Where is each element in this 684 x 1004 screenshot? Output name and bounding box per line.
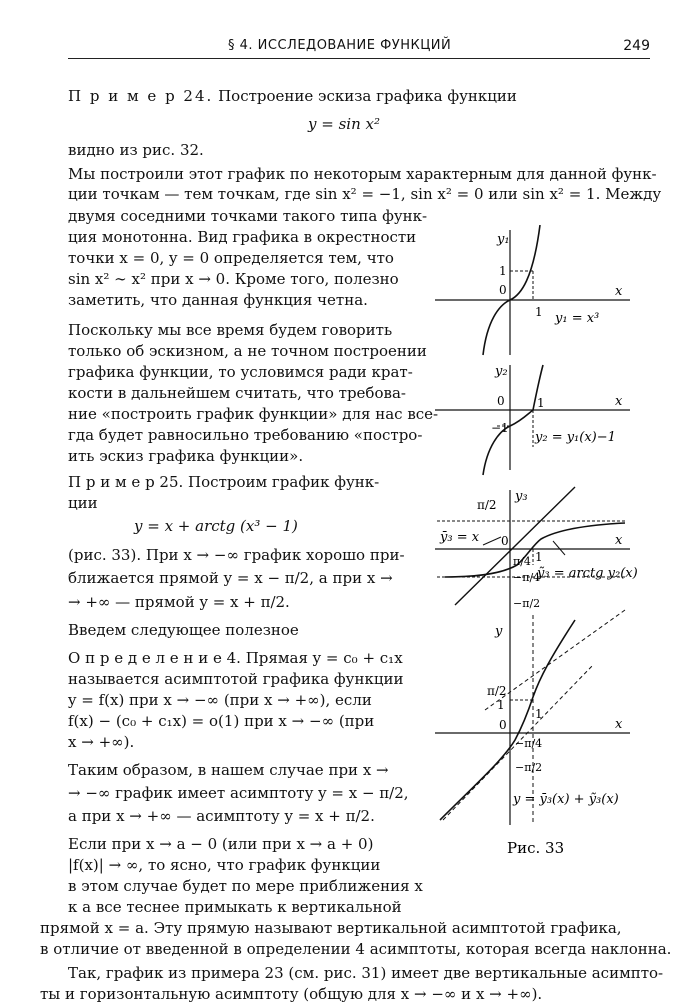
panel3-y-label: y₃ [515, 489, 528, 504]
definition-4-line: x → +∞). [68, 733, 135, 751]
panel2-minus-one: −1 [491, 421, 509, 435]
para1-line: ции точкам — тем точкам, где sin x² = −1, sin x² = 0 или sin x² = 1. Между [68, 185, 662, 203]
panel-2 [435, 364, 630, 475]
para2-line: ить эскиз графика функции». [68, 447, 304, 465]
definition-4-line: О п р е д е л е н и е 4. Прямая y = c₀ + c₁x [68, 649, 403, 667]
panel4-one-y: 1 [497, 698, 505, 712]
panel2-curve [483, 365, 543, 475]
figure-33 [425, 225, 670, 865]
panel3-one-x: 1 [535, 550, 543, 564]
para5-line: Так, график из примера 23 (см. рис. 31) имеет две вертикальные асимпто- [68, 964, 664, 982]
example-24-heading [68, 86, 517, 106]
definition-4-line: называется асимптотой графика функции [68, 670, 404, 688]
para1-line: точки x = 0, y = 0 определяется тем, что [68, 249, 394, 267]
para4-line: Если при x → a − 0 (или при x → a + 0) [68, 835, 374, 853]
panel3-line-label: ȳ₃ = x [440, 530, 480, 545]
para1-line: заметить, что данная функция четна. [68, 291, 368, 309]
panel4-y-label: y [495, 624, 503, 639]
panel1-curve [483, 225, 540, 355]
panel3-leader-curve [553, 541, 565, 555]
panel3-pi4: π/4 [513, 555, 531, 568]
panel-3 [435, 487, 638, 620]
panel2-one-x: 1 [537, 396, 545, 410]
panel1-x-label: x [615, 284, 623, 299]
para1-line: sin x² ∼ x² при x → 0. Кроме того, полезно [68, 270, 399, 288]
panel-1 [435, 225, 630, 355]
para4-line: прямой x = a. Эту прямую называют вертикальной асимптотой графика, [40, 919, 622, 937]
para3-line: Таким образом, в нашем случае при x → [68, 761, 389, 779]
para5-line: ты и горизонтальную асимптоту (общую для x → −∞ и x → +∞). [40, 985, 543, 1003]
panel1-one-y: 1 [499, 264, 507, 278]
example-25-formula: y = x + arctg (x³ − 1) [134, 517, 298, 535]
example-24-formula: y = sin x² [308, 115, 380, 133]
panel4-curve-label: y = ȳ₃(x) + ỹ₃(x) [513, 792, 619, 807]
para2-line: ние «построить график функции» для нас все- [68, 405, 439, 423]
example-24-after: видно из рис. 32. [68, 141, 204, 159]
example-24-label: П р и м е р 24. [68, 87, 214, 105]
panel1-y-label: y₁ [497, 232, 510, 247]
definition-4-line: f(x) − (c₀ + c₁x) = o(1) при x → −∞ (при [68, 712, 375, 730]
panel3-leader-line [483, 537, 501, 545]
para2-line: Поскольку мы все время будем говорить [68, 321, 393, 339]
para2-line: гда будет равносильно требованию «постро- [68, 426, 423, 444]
panel3-pi2: π/2 [477, 498, 497, 512]
panel3-x-label: x [615, 533, 623, 548]
para4-line: в этом случае будет по мере приближения x [68, 877, 423, 895]
panel-4 [435, 610, 630, 825]
para2-line: только об эскизном, а не точном построении [68, 342, 427, 360]
panel1-curve-label: y₁ = x³ [555, 311, 600, 326]
para3-line: а при x → +∞ — асимптоту y = x + π/2. [68, 807, 375, 825]
example-25-line: (рис. 33). При x → −∞ график хорошо при- [68, 546, 405, 564]
panel4-mpi4: −π/4 [515, 737, 543, 750]
example-25-heading-cont: ции [68, 494, 98, 512]
para3-line: → −∞ график имеет асимптоту y = x − π/2, [68, 784, 409, 802]
panel3-mpi4: −π/4 [513, 571, 541, 584]
section-title: § 4. ИССЛЕДОВАНИЕ ФУНКЦИЙ [228, 38, 452, 53]
para4-line: к a все теснее примыкать к вертикальной [68, 898, 402, 916]
panel4-zero: 0 [499, 718, 507, 732]
panel2-zero: 0 [497, 394, 505, 408]
page-header [68, 32, 650, 59]
example-24-title: Построение эскиза графика функции [218, 87, 517, 105]
example-25-heading: П р и м е р 25. Построим график функ- [68, 473, 380, 491]
panel4-pi2: π/2 [487, 684, 507, 698]
para2-line: графика функции, то условимся ради крат- [68, 363, 413, 381]
panel4-one-x: 1 [535, 707, 543, 721]
panel1-one-x: 1 [535, 305, 543, 319]
panel4-mpi2: −π/2 [515, 761, 543, 774]
example-25-line: → +∞ — прямой y = x + π/2. [68, 593, 290, 611]
panel3-zero: 0 [501, 534, 509, 548]
panel3-mpi2: −π/2 [513, 597, 541, 610]
panel2-y-label: y₂ [495, 364, 508, 379]
page-number: 249 [623, 38, 650, 54]
panel4-x-label: x [615, 717, 623, 732]
para1-line: двумя соседними точками такого типа функ- [68, 207, 428, 225]
definition-4-line: y = f(x) при x → −∞ (при x → +∞), если [68, 691, 372, 709]
para2-line: кости в дальнейшем считать, что требова- [68, 384, 406, 402]
panel4-curve [440, 620, 575, 820]
para1-line: ция монотонна. Вид графика в окрестности [68, 228, 417, 246]
panel3-curve-label: ỹ₃ = arctg y₂(x) [537, 566, 638, 581]
panel2-x-label: x [615, 394, 623, 409]
panel2-curve-label: y₂ = y₁(x)−1 [535, 430, 616, 445]
figure-caption: Рис. 33 [507, 839, 565, 857]
para4-line: |f(x)| → ∞, то ясно, что график функции [68, 856, 381, 874]
para1-line: Мы построили этот график по некоторым характерным для данной функ- [68, 165, 657, 183]
para4-line: в отличие от введенной в определении 4 асимптоты, которая всегда наклонна. [40, 940, 672, 958]
example-25-intro: Введем следующее полезное [68, 621, 299, 639]
example-25-line: ближается прямой y = x − π/2, а при x → [68, 569, 393, 587]
panel1-zero: 0 [499, 283, 507, 297]
